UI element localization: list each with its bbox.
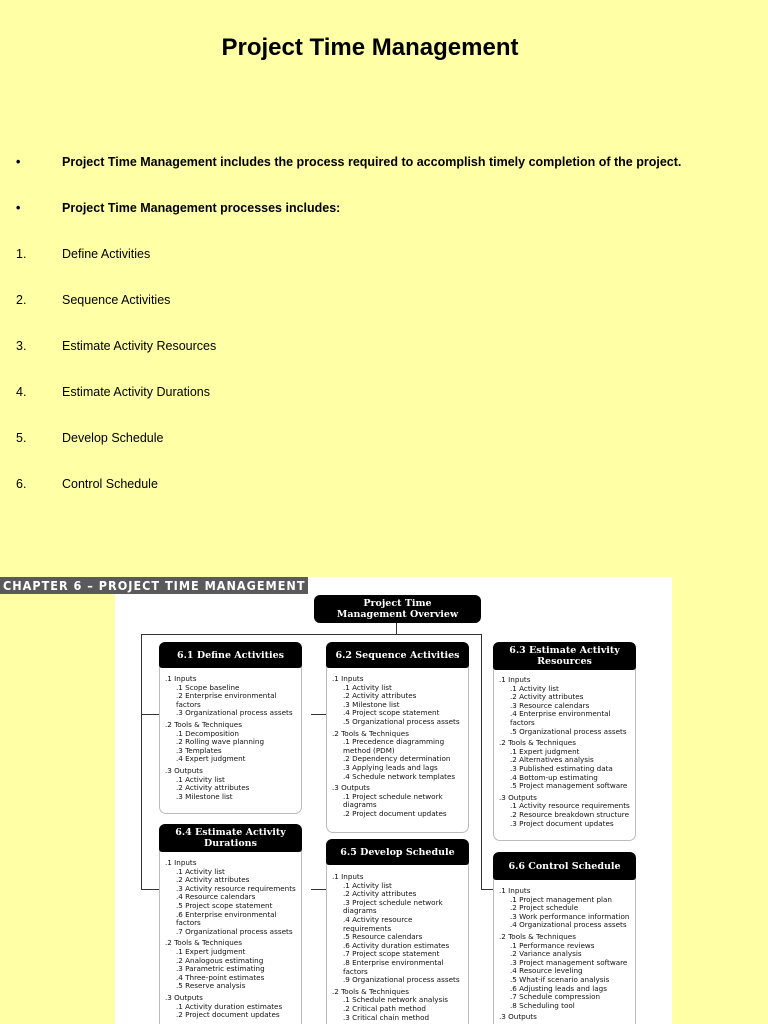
box-section bbox=[332, 730, 467, 782]
section-item: .2 Activity attributes bbox=[343, 691, 417, 701]
section-item: .4 Organizational process assets bbox=[510, 920, 627, 930]
section-item: factors bbox=[176, 918, 201, 928]
section-item: .7 Project scope statement bbox=[343, 949, 440, 959]
section-item: .7 Organizational process assets bbox=[176, 926, 293, 936]
section-item: .3 Templates bbox=[176, 745, 222, 755]
section-heading: .2 Tools & Techniques bbox=[165, 938, 242, 948]
section-item: .4 Bottom-up estimating bbox=[510, 772, 598, 782]
box-section bbox=[165, 859, 300, 936]
box-section bbox=[165, 767, 300, 801]
section-item: .5 Reserve analysis bbox=[176, 981, 246, 991]
process-number: 1. bbox=[16, 247, 27, 261]
box-section bbox=[499, 1013, 634, 1022]
section-item: .2 Variance analysis bbox=[510, 949, 582, 959]
section-item: .1 Scope baseline bbox=[176, 682, 240, 692]
process-box-content bbox=[332, 873, 467, 1022]
connector-line bbox=[141, 714, 159, 715]
process-box-content bbox=[165, 859, 300, 1020]
section-item: .4 Project scope statement bbox=[343, 708, 440, 718]
connector-line bbox=[396, 623, 397, 634]
section-heading: .3 Outputs bbox=[165, 765, 203, 775]
box-section bbox=[165, 675, 300, 718]
process-label: Estimate Activity Durations bbox=[62, 385, 210, 399]
section-heading: .1 Inputs bbox=[499, 886, 531, 895]
section-item: .1 Activity resource requirements bbox=[510, 801, 630, 811]
process-box-title: 6.5 Develop Schedule bbox=[326, 839, 469, 865]
section-heading: .1 Inputs bbox=[165, 674, 197, 683]
chapter-banner: CHAPTER 6 – PROJECT TIME MANAGEMENT bbox=[0, 577, 308, 594]
section-item: .6 Adjusting leads and lags bbox=[510, 983, 607, 993]
section-item: .3 Published estimating data bbox=[510, 763, 613, 773]
overview-box: Project Time Management Overview bbox=[314, 595, 481, 623]
connector-line bbox=[311, 889, 326, 890]
section-item: .3 Resource calendars bbox=[510, 700, 590, 710]
section-item: .6 Activity duration estimates bbox=[343, 940, 450, 950]
section-item: diagrams bbox=[343, 906, 377, 916]
box-section bbox=[499, 676, 634, 736]
section-item: .1 Activity list bbox=[176, 866, 225, 876]
section-item: .3 Critical chain method bbox=[343, 1012, 430, 1022]
connector-line bbox=[481, 889, 493, 890]
section-item: .3 Project schedule network bbox=[343, 897, 443, 907]
process-box-title: 6.6 Control Schedule bbox=[493, 852, 636, 880]
box-section bbox=[165, 939, 300, 991]
process-label: Sequence Activities bbox=[62, 293, 171, 307]
box-section bbox=[332, 784, 467, 818]
process-box-title: 6.3 Estimate Activity Resources bbox=[493, 642, 636, 670]
section-item: .2 Activity attributes bbox=[176, 783, 250, 793]
box-section bbox=[499, 739, 634, 791]
process-box-content bbox=[499, 887, 634, 1022]
section-item: .3 Project management software bbox=[510, 957, 628, 967]
section-item: .1 Performance reviews bbox=[510, 940, 595, 950]
process-label: Develop Schedule bbox=[62, 431, 164, 445]
section-item: .4 Activity resource bbox=[343, 914, 413, 924]
process-number: 6. bbox=[16, 477, 27, 491]
box-section bbox=[332, 675, 467, 727]
box-section bbox=[165, 994, 300, 1020]
section-item: .8 Enterprise environmental bbox=[343, 957, 444, 967]
section-item: .4 Resource calendars bbox=[176, 892, 256, 902]
process-box-content bbox=[165, 675, 300, 801]
section-item: .4 Schedule network templates bbox=[343, 771, 456, 781]
process-number: 3. bbox=[16, 339, 27, 353]
box-section bbox=[165, 721, 300, 764]
box-section bbox=[332, 988, 467, 1022]
section-item: .2 Analogous estimating bbox=[176, 955, 264, 965]
section-item: .6 Enterprise environmental bbox=[176, 909, 277, 919]
section-item: .8 Scheduling tool bbox=[510, 1000, 575, 1010]
connector-line bbox=[141, 634, 142, 890]
section-heading: .2 Tools & Techniques bbox=[332, 986, 409, 996]
section-item: .2 Activity attributes bbox=[176, 875, 250, 885]
section-heading: .2 Tools & Techniques bbox=[499, 738, 576, 748]
section-item: .2 Project document updates bbox=[176, 1010, 280, 1020]
section-item: .1 Activity duration estimates bbox=[176, 1001, 283, 1011]
process-box-title: 6.1 Define Activities bbox=[159, 642, 302, 668]
bullet-marker: • bbox=[16, 201, 21, 215]
section-item: factors bbox=[510, 717, 535, 727]
section-item: .1 Activity list bbox=[176, 774, 225, 784]
section-item: .1 Schedule network analysis bbox=[343, 995, 449, 1005]
section-item: method (PDM) bbox=[343, 745, 395, 755]
section-heading: .1 Inputs bbox=[165, 858, 197, 867]
section-item: diagrams bbox=[343, 800, 377, 810]
section-heading: .2 Tools & Techniques bbox=[332, 728, 409, 738]
process-label: Control Schedule bbox=[62, 477, 158, 491]
section-heading: .3 Outputs bbox=[499, 1012, 537, 1022]
section-heading: .3 Outputs bbox=[499, 792, 537, 802]
section-item: requirements bbox=[343, 923, 392, 933]
section-item: .2 Project schedule bbox=[510, 903, 579, 913]
section-item: .2 Dependency determination bbox=[343, 754, 451, 764]
process-number: 2. bbox=[16, 293, 27, 307]
section-item: .1 Decomposition bbox=[176, 728, 239, 738]
section-item: factors bbox=[343, 966, 368, 976]
section-item: .1 Expert judgment bbox=[510, 746, 580, 756]
section-item: .1 Activity list bbox=[343, 682, 392, 692]
section-item: .1 Activity list bbox=[343, 880, 392, 890]
section-heading: .1 Inputs bbox=[332, 674, 364, 683]
section-heading: .2 Tools & Techniques bbox=[499, 931, 576, 941]
section-item: .3 Parametric estimating bbox=[176, 964, 265, 974]
section-item: factors bbox=[176, 699, 201, 709]
section-item: .5 Resource calendars bbox=[343, 932, 423, 942]
box-section bbox=[499, 794, 634, 828]
section-item: .4 Enterprise environmental bbox=[510, 709, 611, 719]
section-item: .3 Project document updates bbox=[510, 818, 614, 828]
section-heading: .1 Inputs bbox=[332, 872, 364, 881]
section-item: .3 Milestone list bbox=[176, 791, 233, 801]
section-item: .5 Organizational process assets bbox=[343, 716, 460, 726]
process-box-content bbox=[332, 675, 467, 819]
page-title: Project Time Management bbox=[221, 34, 519, 61]
section-item: .3 Organizational process assets bbox=[176, 708, 293, 718]
process-box-content bbox=[499, 676, 634, 828]
process-label: Estimate Activity Resources bbox=[62, 339, 217, 353]
process-box-title: 6.4 Estimate Activity Durations bbox=[159, 824, 302, 852]
section-heading: .2 Tools & Techniques bbox=[165, 719, 242, 729]
bullet-text: Project Time Management includes the process required to accomplish timely completion of the project. bbox=[62, 155, 682, 169]
box-section bbox=[499, 887, 634, 930]
section-item: .3 Applying leads and lags bbox=[343, 762, 438, 772]
section-item: .2 Activity attributes bbox=[343, 889, 417, 899]
section-heading: .3 Outputs bbox=[165, 992, 203, 1002]
section-item: .4 Resource leveling bbox=[510, 966, 583, 976]
connector-line bbox=[481, 634, 482, 890]
section-item: .7 Schedule compression bbox=[510, 992, 601, 1002]
section-item: .2 Rolling wave planning bbox=[176, 737, 265, 747]
section-item: .1 Project management plan bbox=[510, 894, 612, 904]
time-management-overview-figure bbox=[115, 577, 672, 1024]
section-item: .5 Organizational process assets bbox=[510, 726, 627, 736]
section-item: .5 Project scope statement bbox=[176, 900, 273, 910]
section-item: .2 Activity attributes bbox=[510, 692, 584, 702]
box-section bbox=[332, 873, 467, 985]
section-item: .4 Three-point estimates bbox=[176, 972, 265, 982]
section-item: .2 Alternatives analysis bbox=[510, 755, 594, 765]
process-label: Define Activities bbox=[62, 247, 151, 261]
section-item: .2 Critical path method bbox=[343, 1003, 426, 1013]
process-number: 5. bbox=[16, 431, 27, 445]
connector-line bbox=[141, 634, 482, 635]
section-item: .1 Project schedule network bbox=[343, 791, 443, 801]
section-item: .2 Enterprise environmental bbox=[176, 691, 277, 701]
section-item: .4 Expert judgment bbox=[176, 754, 246, 764]
section-item: .9 Organizational process assets bbox=[343, 975, 460, 985]
bullet-marker: • bbox=[16, 155, 21, 169]
section-heading: .3 Outputs bbox=[332, 783, 370, 793]
process-number: 4. bbox=[16, 385, 27, 399]
section-item: .3 Activity resource requirements bbox=[176, 883, 296, 893]
section-item: .2 Project document updates bbox=[343, 808, 447, 818]
section-item: .3 Work performance information bbox=[510, 911, 630, 921]
section-item: .1 Expert judgment bbox=[176, 946, 246, 956]
bullet-text: Project Time Management processes includes: bbox=[62, 201, 341, 215]
connector-line bbox=[141, 889, 159, 890]
section-item: .2 Resource breakdown structure bbox=[510, 809, 630, 819]
section-item: .1 Precedence diagramming bbox=[343, 737, 445, 747]
section-heading: .1 Inputs bbox=[499, 675, 531, 684]
section-item: .5 What-if scenario analysis bbox=[510, 974, 610, 984]
box-section bbox=[499, 933, 634, 1010]
section-item: .3 Milestone list bbox=[343, 699, 400, 709]
process-box-title: 6.2 Sequence Activities bbox=[326, 642, 469, 668]
section-item: .5 Project management software bbox=[510, 781, 628, 791]
section-item: .1 Activity list bbox=[510, 683, 559, 693]
connector-line bbox=[311, 714, 326, 715]
